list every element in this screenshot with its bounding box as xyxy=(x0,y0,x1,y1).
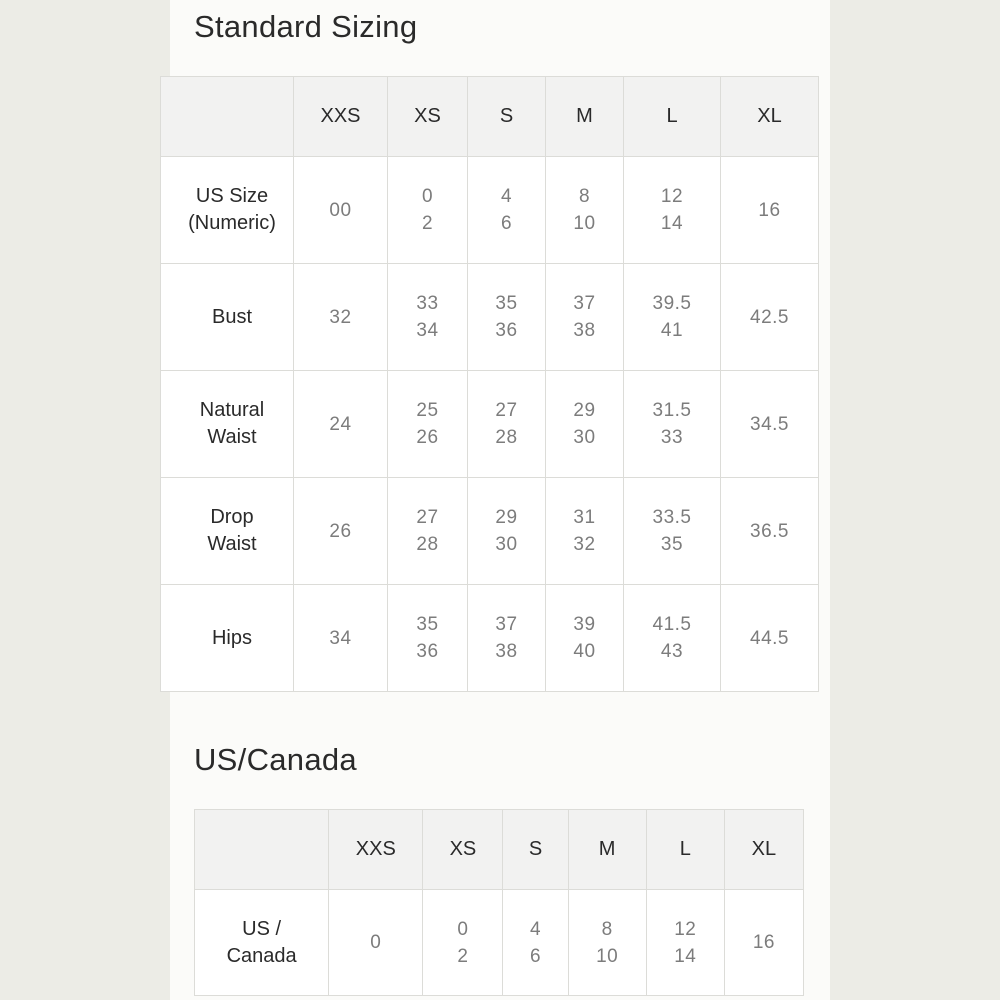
column-header: XXS xyxy=(329,810,423,890)
size-cell: 33 34 xyxy=(388,264,468,371)
size-cell: 37 38 xyxy=(468,585,546,692)
size-cell: 0 2 xyxy=(423,890,503,996)
table-row xyxy=(161,264,819,371)
column-header: M xyxy=(568,810,646,890)
size-cell: 41.5 43 xyxy=(624,585,721,692)
size-cell: 24 xyxy=(294,371,388,478)
size-cell: 35 36 xyxy=(468,264,546,371)
size-cell: 27 28 xyxy=(388,478,468,585)
table-row xyxy=(161,478,819,585)
size-cell: 4 6 xyxy=(503,890,568,996)
size-cell: 12 14 xyxy=(624,157,721,264)
size-cell: 34 xyxy=(294,585,388,692)
size-cell: 00 xyxy=(294,157,388,264)
size-cell: 37 38 xyxy=(546,264,624,371)
row-label: Natural Waist xyxy=(161,371,294,478)
size-cell: 36.5 xyxy=(721,478,819,585)
table-row xyxy=(195,890,804,996)
row-label: Bust xyxy=(161,264,294,371)
size-cell: 8 10 xyxy=(546,157,624,264)
size-cell: 35 36 xyxy=(388,585,468,692)
column-header: S xyxy=(468,77,546,157)
size-cell: 0 2 xyxy=(388,157,468,264)
size-cell: 39 40 xyxy=(546,585,624,692)
column-header: L xyxy=(646,810,724,890)
size-cell: 44.5 xyxy=(721,585,819,692)
column-header: XS xyxy=(423,810,503,890)
column-header: XS xyxy=(388,77,468,157)
standard-sizing-heading: Standard Sizing xyxy=(194,9,418,44)
table-row xyxy=(161,371,819,478)
us-canada-table xyxy=(194,809,804,996)
table-header-row xyxy=(161,77,819,157)
size-cell: 12 14 xyxy=(646,890,724,996)
size-cell: 31 32 xyxy=(546,478,624,585)
size-cell: 39.5 41 xyxy=(624,264,721,371)
column-header: XL xyxy=(724,810,803,890)
column-header: XL xyxy=(721,77,819,157)
column-header xyxy=(195,810,329,890)
row-label: US Size (Numeric) xyxy=(161,157,294,264)
us-canada-heading: US/Canada xyxy=(194,742,357,777)
column-header: M xyxy=(546,77,624,157)
row-label: Drop Waist xyxy=(161,478,294,585)
size-cell: 8 10 xyxy=(568,890,646,996)
table-row xyxy=(161,585,819,692)
size-cell: 42.5 xyxy=(721,264,819,371)
standard-sizing-table xyxy=(160,76,819,692)
column-header: XXS xyxy=(294,77,388,157)
column-header: L xyxy=(624,77,721,157)
size-cell: 0 xyxy=(329,890,423,996)
row-label: Hips xyxy=(161,585,294,692)
size-cell: 27 28 xyxy=(468,371,546,478)
row-label: US / Canada xyxy=(195,890,329,996)
size-cell: 16 xyxy=(724,890,803,996)
size-cell: 33.5 35 xyxy=(624,478,721,585)
size-cell: 4 6 xyxy=(468,157,546,264)
size-cell: 31.5 33 xyxy=(624,371,721,478)
size-cell: 29 30 xyxy=(468,478,546,585)
table-row xyxy=(161,157,819,264)
size-cell: 25 26 xyxy=(388,371,468,478)
size-cell: 32 xyxy=(294,264,388,371)
size-cell: 29 30 xyxy=(546,371,624,478)
column-header xyxy=(161,77,294,157)
size-cell: 16 xyxy=(721,157,819,264)
table-header-row xyxy=(195,810,804,890)
size-cell: 26 xyxy=(294,478,388,585)
column-header: S xyxy=(503,810,568,890)
size-cell: 34.5 xyxy=(721,371,819,478)
